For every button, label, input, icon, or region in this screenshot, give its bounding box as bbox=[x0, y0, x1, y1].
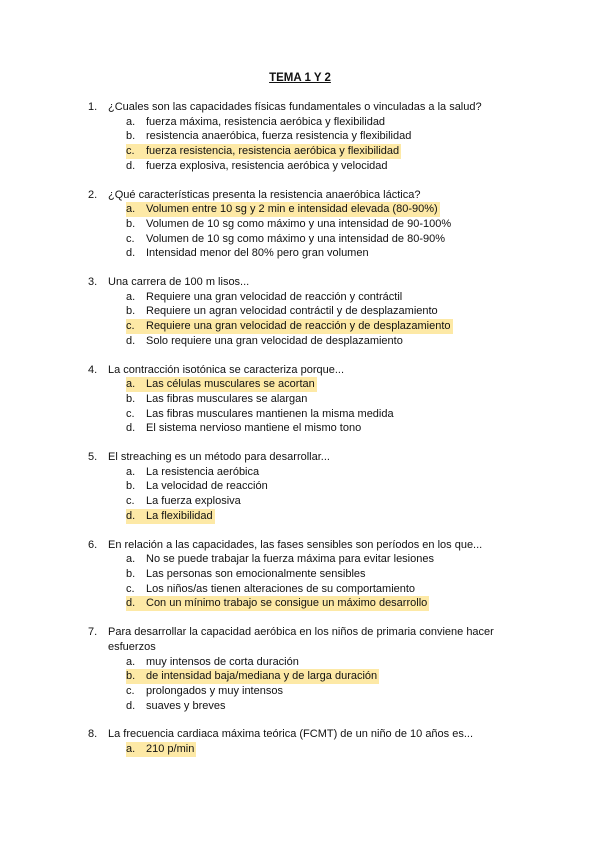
answer-option bbox=[126, 567, 528, 582]
question-text: ¿Cuales son las capacidades físicas fundamentales o vinculadas a la salud? bbox=[108, 101, 482, 113]
option-text: Intensidad menor del 80% pero gran volumen bbox=[146, 247, 369, 260]
answer-option bbox=[126, 552, 528, 567]
answer-option bbox=[126, 479, 528, 494]
question-text: La frecuencia cardiaca máxima teórica (FCMT) de un niño de 10 años es... bbox=[108, 728, 474, 741]
option-letter: d. bbox=[126, 247, 136, 260]
question-row bbox=[88, 727, 528, 742]
answer-option bbox=[126, 494, 528, 509]
option-letter: b. bbox=[126, 480, 136, 493]
question bbox=[88, 188, 528, 262]
option-text: La resistencia aeróbica bbox=[146, 465, 260, 478]
option-text: La fuerza explosiva bbox=[146, 495, 241, 508]
option-letter: a. bbox=[126, 290, 136, 303]
answer-option bbox=[126, 407, 528, 422]
option-letter: a. bbox=[126, 465, 136, 478]
answer-option-highlighted bbox=[126, 202, 528, 217]
question-row bbox=[88, 100, 528, 115]
question-list bbox=[88, 100, 528, 771]
option-text: Las personas son emocionalmente sensibles bbox=[146, 567, 366, 580]
answer-option bbox=[126, 582, 528, 597]
question-row bbox=[88, 450, 528, 465]
question-row bbox=[88, 625, 528, 654]
question-row bbox=[88, 538, 528, 553]
question-text: La contracción isotónica se caracteriza porque... bbox=[108, 363, 345, 376]
option-letter: a. bbox=[126, 202, 144, 217]
answer-option-highlighted bbox=[126, 669, 528, 684]
question-text: El streaching es un método para desarrollar... bbox=[108, 451, 330, 464]
question bbox=[88, 275, 528, 349]
answer-option-highlighted bbox=[126, 596, 528, 611]
option-letter: a. bbox=[126, 553, 136, 566]
option-text: Requiere un agran velocidad contráctil y de desplazamiento bbox=[146, 305, 438, 318]
answer-option bbox=[126, 334, 528, 349]
option-letter: c. bbox=[126, 495, 135, 508]
question-text: Una carrera de 100 m lisos... bbox=[108, 276, 250, 289]
option-text: 210 p/min bbox=[146, 743, 195, 756]
page-title: TEMA 1 Y 2 bbox=[269, 72, 331, 84]
question bbox=[88, 727, 528, 756]
option-letter: d. bbox=[126, 422, 136, 435]
option-letter: a. bbox=[126, 377, 144, 392]
option-text: fuerza resistencia, resistencia aeróbica y flexibilidad bbox=[146, 145, 400, 158]
option-text: prolongados y muy intensos bbox=[146, 684, 283, 697]
answer-option-highlighted bbox=[126, 144, 528, 159]
option-letter: b. bbox=[126, 305, 136, 318]
option-letter: a. bbox=[126, 742, 144, 757]
option-letter: c. bbox=[126, 319, 144, 334]
option-letter: a. bbox=[126, 115, 136, 128]
answer-option bbox=[126, 465, 528, 480]
question bbox=[88, 100, 528, 174]
option-letter: c. bbox=[126, 144, 144, 159]
option-letter: b. bbox=[126, 392, 136, 405]
option-letter: c. bbox=[126, 232, 135, 245]
option-letter: d. bbox=[126, 159, 136, 172]
option-text: muy intensos de corta duración bbox=[146, 655, 299, 668]
question-number: 8. bbox=[88, 728, 98, 741]
option-text: Las fibras musculares mantienen la misma medida bbox=[146, 407, 394, 420]
question-text: Para desarrollar la capacidad aeróbica en los niños de primaria conviene hacer esfuerzos bbox=[108, 626, 494, 653]
option-text: Las fibras musculares se alargan bbox=[146, 392, 308, 405]
answer-option bbox=[126, 159, 528, 174]
option-text: Con un mínimo trabajo se consigue un máximo desarrollo bbox=[146, 597, 428, 610]
answer-option bbox=[126, 392, 528, 407]
answer-option bbox=[126, 699, 528, 714]
option-letter: d. bbox=[126, 334, 136, 347]
question-number: 5. bbox=[88, 451, 98, 464]
question-row bbox=[88, 188, 528, 203]
answer-option bbox=[126, 129, 528, 144]
option-text: La flexibilidad bbox=[146, 509, 213, 522]
question bbox=[88, 450, 528, 524]
question-text: En relación a las capacidades, las fases sensibles son períodos en los que... bbox=[108, 538, 483, 551]
answer-option bbox=[126, 232, 528, 247]
option-text: Volumen de 10 sg como máximo y una intensidad de 90-100% bbox=[146, 217, 452, 230]
answer-option-highlighted bbox=[126, 377, 528, 392]
answer-option bbox=[126, 684, 528, 699]
answer-option bbox=[126, 655, 528, 670]
option-text: La velocidad de reacción bbox=[146, 480, 268, 493]
option-letter: b. bbox=[126, 130, 136, 143]
option-text: de intensidad baja/mediana y de larga duración bbox=[146, 670, 378, 683]
question-text: ¿Qué características presenta la resistencia anaeróbica láctica? bbox=[108, 188, 421, 201]
option-letter: c. bbox=[126, 407, 135, 420]
option-letter: b. bbox=[126, 669, 144, 684]
question-row bbox=[88, 363, 528, 378]
option-letter: d. bbox=[126, 509, 144, 524]
question-number: 3. bbox=[88, 276, 98, 289]
question-number: 1. bbox=[88, 101, 98, 113]
answer-option-highlighted bbox=[126, 509, 528, 524]
option-letter: d. bbox=[126, 596, 144, 611]
option-letter: d. bbox=[126, 699, 136, 712]
option-letter: b. bbox=[126, 567, 136, 580]
option-letter: b. bbox=[126, 217, 136, 230]
question-number: 6. bbox=[88, 538, 98, 551]
question-row bbox=[88, 275, 528, 290]
question-number: 2. bbox=[88, 188, 98, 201]
option-text: No se puede trabajar la fuerza máxima para evitar lesiones bbox=[146, 553, 434, 566]
option-text: fuerza explosiva, resistencia aeróbica y velocidad bbox=[146, 159, 388, 172]
answer-option bbox=[126, 304, 528, 319]
option-text: Los niños/as tienen alteraciones de su comportamiento bbox=[146, 582, 416, 595]
option-letter: a. bbox=[126, 655, 136, 668]
option-text: suaves y breves bbox=[146, 699, 226, 712]
answer-option bbox=[126, 115, 528, 130]
option-text: Solo requiere una gran velocidad de desplazamiento bbox=[146, 334, 403, 347]
option-letter: c. bbox=[126, 582, 135, 595]
option-text: Volumen de 10 sg como máximo y una intensidad de 80-90% bbox=[146, 232, 446, 245]
answer-option bbox=[126, 421, 528, 436]
option-letter: c. bbox=[126, 684, 135, 697]
option-text: fuerza máxima, resistencia aeróbica y flexibilidad bbox=[146, 115, 386, 128]
question bbox=[88, 625, 528, 713]
answer-option bbox=[126, 217, 528, 232]
option-text: El sistema nervioso mantiene el mismo tono bbox=[146, 422, 362, 435]
option-text: Requiere una gran velocidad de reacción y de desplazamiento bbox=[146, 320, 451, 333]
question-number: 7. bbox=[88, 626, 98, 639]
option-text: Las células musculares se acortan bbox=[146, 378, 315, 391]
option-text: Requiere una gran velocidad de reacción y contráctil bbox=[146, 290, 403, 303]
question bbox=[88, 538, 528, 612]
question bbox=[88, 363, 528, 437]
option-text: Volumen entre 10 sg y 2 min e intensidad elevada (80-90%) bbox=[146, 203, 438, 216]
option-text: resistencia anaeróbica, fuerza resistencia y flexibilidad bbox=[146, 130, 412, 143]
answer-option bbox=[126, 290, 528, 305]
question-number: 4. bbox=[88, 363, 98, 376]
answer-option bbox=[126, 246, 528, 261]
answer-option-highlighted bbox=[126, 742, 528, 757]
answer-option-highlighted bbox=[126, 319, 528, 334]
